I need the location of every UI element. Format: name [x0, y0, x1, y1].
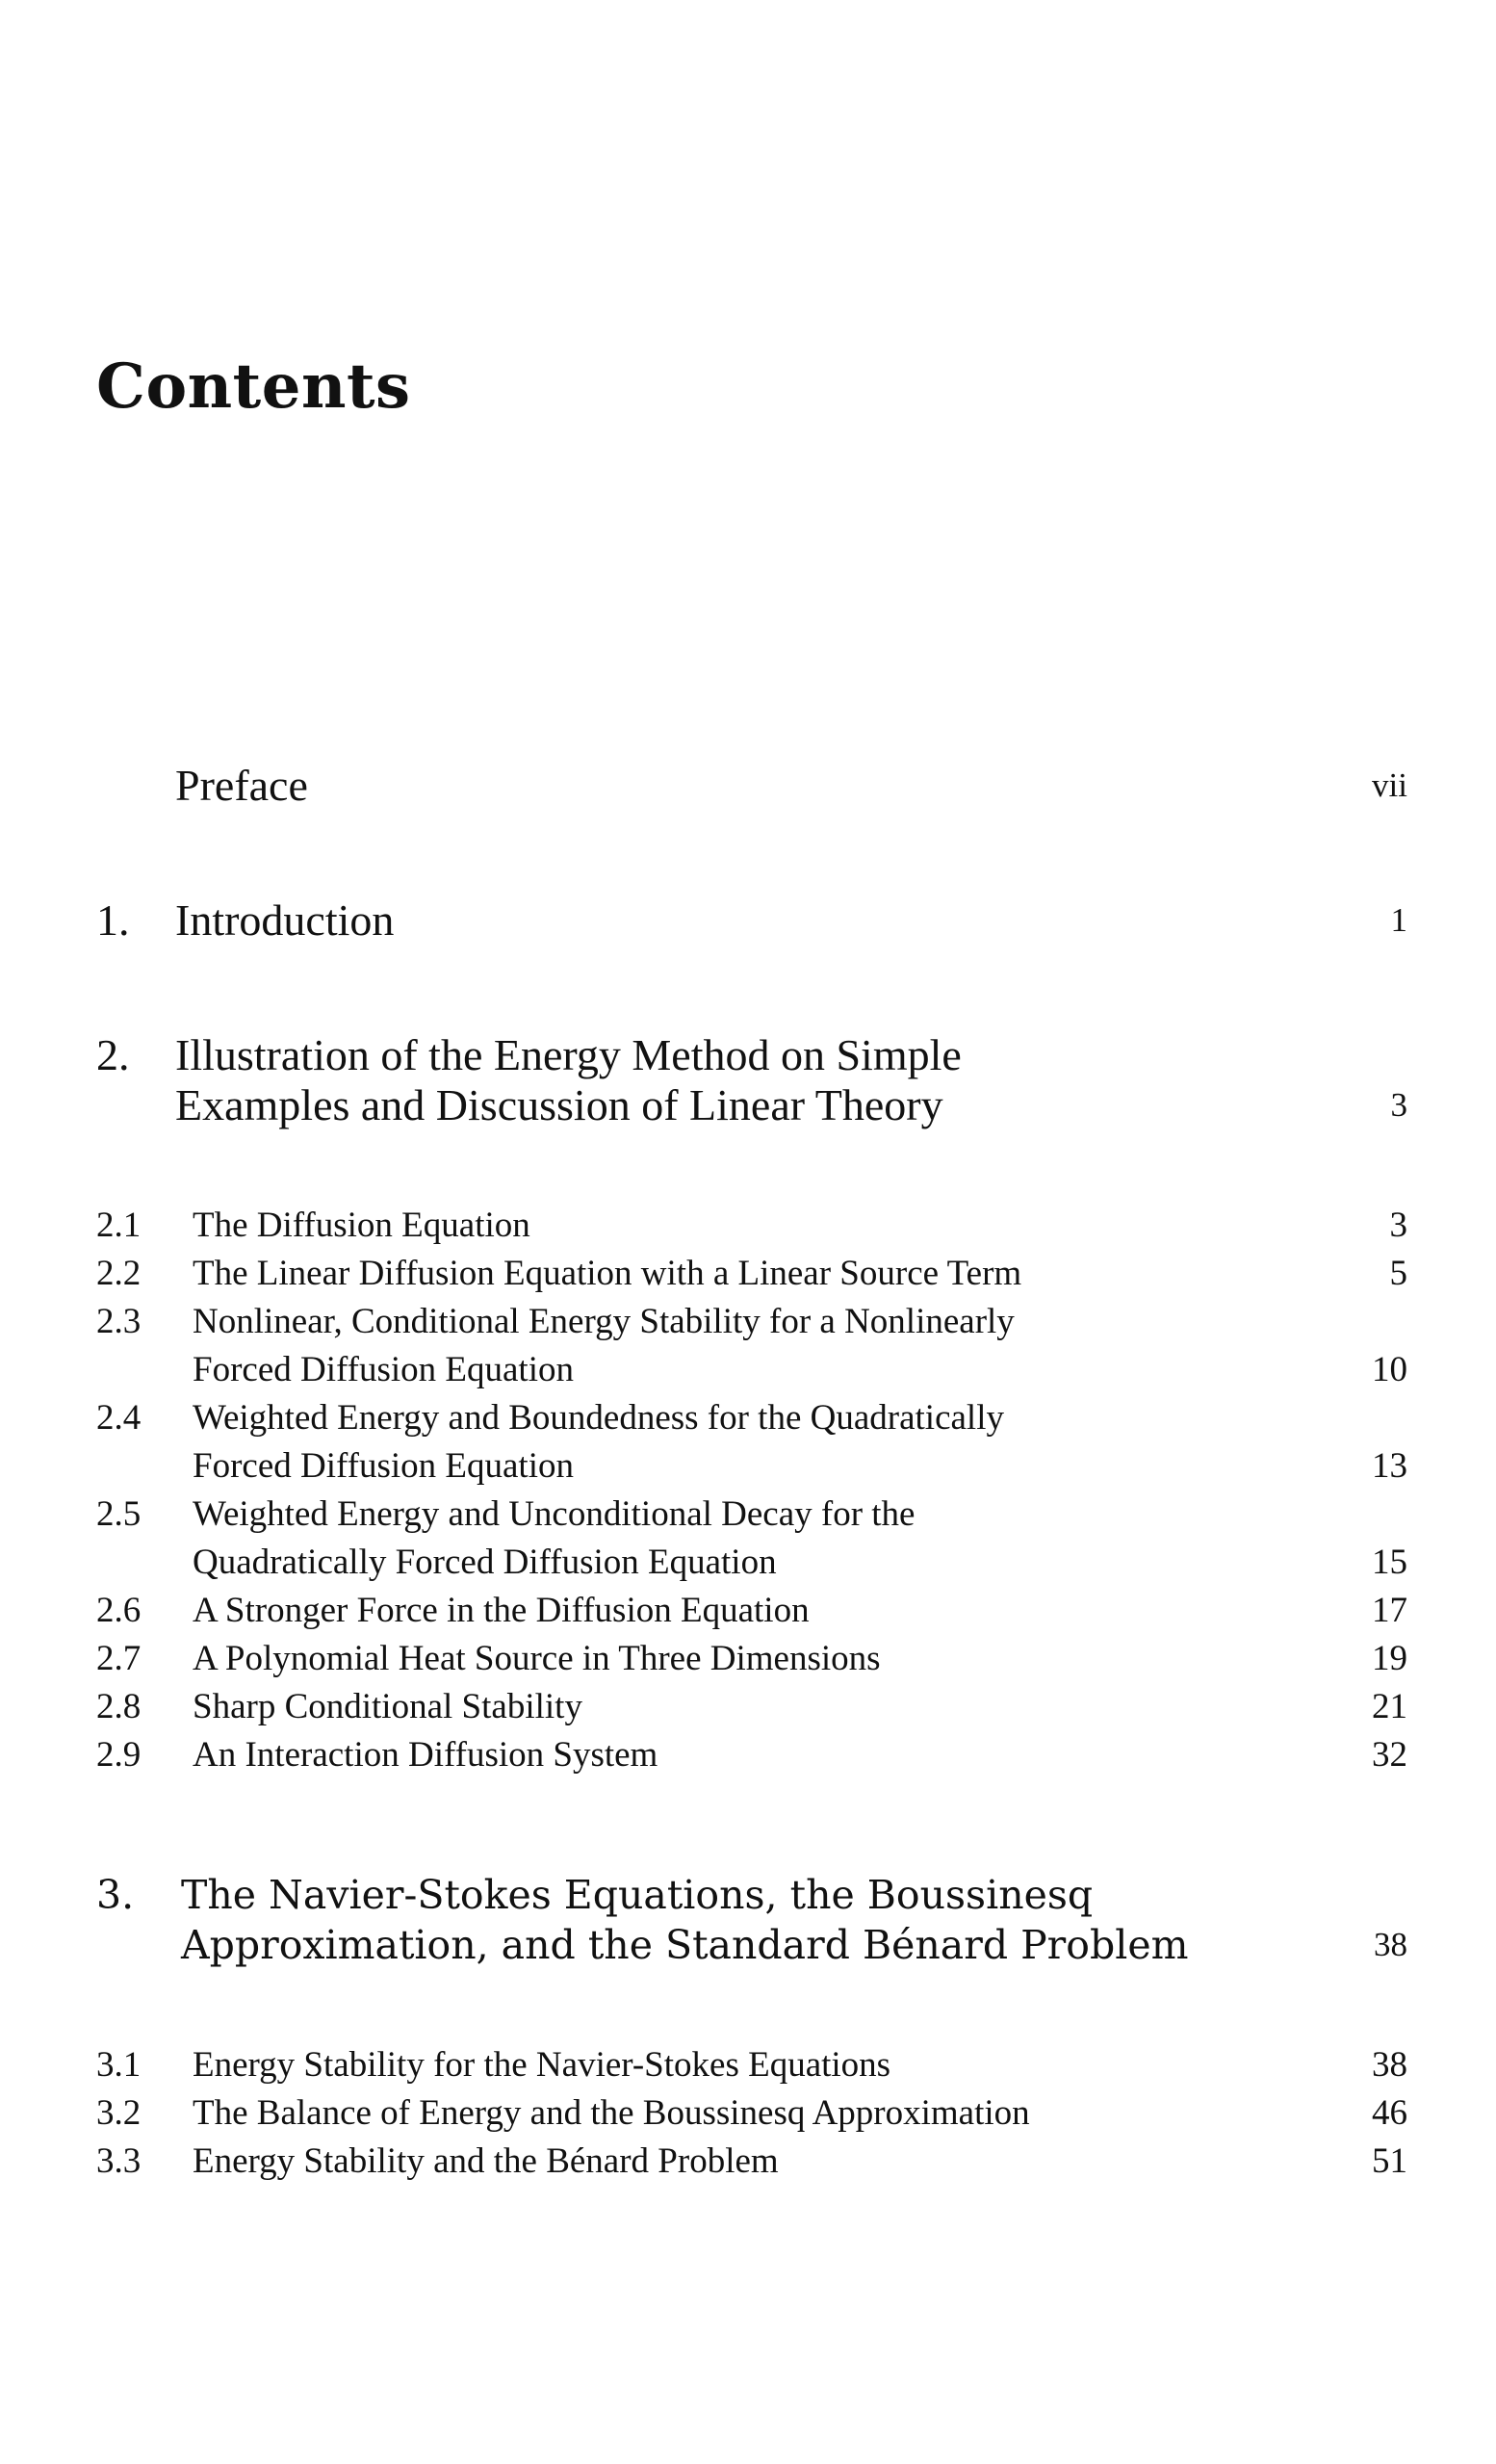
section-title: Weighted Energy and Boundedness for the Quadratically Forced Diffusion Equation — [193, 1398, 1004, 1486]
chapter-title: Illustration of the Energy Method on Simple Examples and Discussion of Linear Theory — [175, 1030, 962, 1129]
section-title: A Polynomial Heat Source in Three Dimensions — [193, 1639, 881, 1678]
chapter-number: 1. — [96, 895, 130, 945]
section-number: 2.2 — [96, 1254, 142, 1293]
section-title: A Stronger Force in the Diffusion Equation — [193, 1591, 810, 1630]
section-title: The Balance of Energy and the Boussinesq Approximation — [193, 2093, 1030, 2133]
section-number: 2.3 — [96, 1302, 142, 1341]
section-page: 38 — [1372, 2045, 1407, 2085]
section-page: 13 — [1372, 1446, 1407, 1486]
section-title: The Linear Diffusion Equation with a Linear Source Term — [193, 1254, 1022, 1293]
section-number: 2.8 — [96, 1687, 142, 1726]
section-page: 19 — [1372, 1639, 1407, 1678]
section-page: 46 — [1372, 2093, 1407, 2133]
section-number: 2.6 — [96, 1591, 142, 1630]
page-title: Contents — [96, 350, 411, 423]
section-page: 51 — [1372, 2141, 1407, 2181]
section-page: 5 — [1389, 1254, 1407, 1293]
section-title: Sharp Conditional Stability — [193, 1687, 582, 1726]
chapter-title: Introduction — [175, 895, 395, 945]
section-page: 32 — [1372, 1735, 1407, 1775]
section-number: 2.4 — [96, 1398, 142, 1438]
section-page: 15 — [1372, 1543, 1407, 1582]
chapter-number: 2. — [96, 1030, 130, 1079]
section-title: Weighted Energy and Unconditional Decay for the Quadratically Forced Diffusion Equation — [193, 1494, 916, 1582]
section-number: 2.9 — [96, 1735, 142, 1775]
section-title: Nonlinear, Conditional Energy Stability for a Nonlinearly Forced Diffusion Equation — [193, 1302, 1015, 1389]
section-title: Energy Stability for the Navier-Stokes Equations — [193, 2045, 891, 2085]
section-number: 3.3 — [96, 2141, 142, 2181]
chapter-title: The Navier-Stokes Equations, the Boussinesq Approximation, and the Standard Bénard Problem — [181, 1872, 1189, 1968]
section-title: An Interaction Diffusion System — [193, 1735, 658, 1775]
section-number: 2.1 — [96, 1206, 142, 1245]
section-page: 10 — [1372, 1350, 1407, 1389]
section-number: 3.1 — [96, 2045, 142, 2085]
section-page: 21 — [1372, 1687, 1407, 1726]
section-title: Energy Stability and the Bénard Problem — [193, 2141, 779, 2181]
chapter-page: 3 — [1390, 1086, 1407, 1124]
section-page: 17 — [1372, 1591, 1407, 1630]
section-page: 3 — [1389, 1206, 1407, 1245]
preface-title: Preface — [175, 761, 308, 810]
chapter-number: 3. — [96, 1872, 135, 1918]
preface-page: vii — [1372, 766, 1407, 804]
chapter-page: 38 — [1374, 1926, 1407, 1963]
section-title: The Diffusion Equation — [193, 1206, 530, 1245]
section-number: 2.5 — [96, 1494, 142, 1534]
chapter-page: 1 — [1390, 901, 1407, 939]
section-number: 3.2 — [96, 2093, 142, 2133]
section-number: 2.7 — [96, 1639, 142, 1678]
